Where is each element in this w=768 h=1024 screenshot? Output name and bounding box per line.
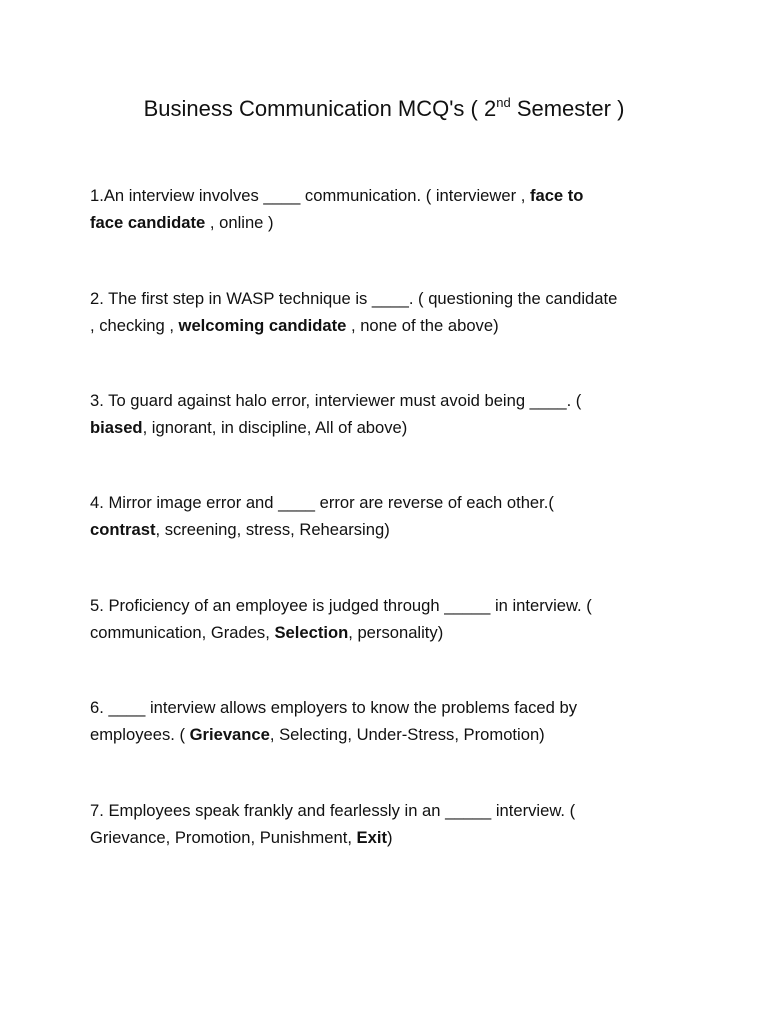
question-1-answer: face to (529, 186, 584, 205)
question-4-text: 4. Mirror image error and ____ error are reverse of each other.( (90, 493, 554, 512)
question-5-answer: Selection (274, 623, 349, 642)
question-7-text: 7. Employees speak frankly and fearlessly in an _____ interview. ( (90, 801, 576, 820)
question-2 (90, 285, 690, 339)
question-5-text: 5. Proficiency of an employee is judged through _____ in interview. ( (90, 596, 592, 615)
question-7 (90, 797, 690, 851)
question-2-options: , checking , (90, 316, 179, 335)
page-title (0, 94, 768, 124)
question-4-answer: contrast (90, 520, 156, 539)
question-1-options-end: , online ) (205, 213, 274, 232)
question-5-options: communication, Grades, (90, 623, 275, 642)
question-3-options-end: , ignorant, in discipline, All of above) (142, 418, 408, 437)
question-3-answer: biased (90, 418, 143, 437)
question-6 (90, 694, 690, 748)
question-2-options-end: , none of the above) (346, 316, 499, 335)
question-4 (90, 489, 690, 543)
title-text-end: Semester ) (510, 96, 625, 121)
question-5-options-end: , personality) (348, 623, 444, 642)
question-6-options-end: , Selecting, Under-Stress, Promotion) (269, 725, 545, 744)
question-2-answer: welcoming candidate (178, 316, 347, 335)
title-text: Business Communication MCQ's ( 2 (143, 96, 497, 121)
question-6-answer: Grievance (189, 725, 270, 744)
question-4-options-end: , screening, stress, Rehearsing) (155, 520, 390, 539)
question-3 (90, 387, 690, 441)
question-7-options-end: ) (386, 828, 393, 847)
question-1-answer-cont: face candidate (90, 213, 206, 232)
question-7-options: Grievance, Promotion, Punishment, (90, 828, 357, 847)
question-6-text: 6. ____ interview allows employers to know the problems faced by (90, 698, 577, 717)
question-7-answer: Exit (356, 828, 387, 847)
question-3-text: 3. To guard against halo error, interviewer must avoid being ____. ( (90, 391, 582, 410)
title-superscript: nd (496, 94, 511, 110)
question-5 (90, 592, 690, 646)
question-6-options: employees. ( (90, 725, 190, 744)
question-1-text: 1.An interview involves ____ communication. ( interviewer , (90, 186, 530, 205)
question-2-text: 2. The first step in WASP technique is ____. ( questioning the candidate (90, 289, 618, 308)
question-1 (90, 182, 690, 236)
